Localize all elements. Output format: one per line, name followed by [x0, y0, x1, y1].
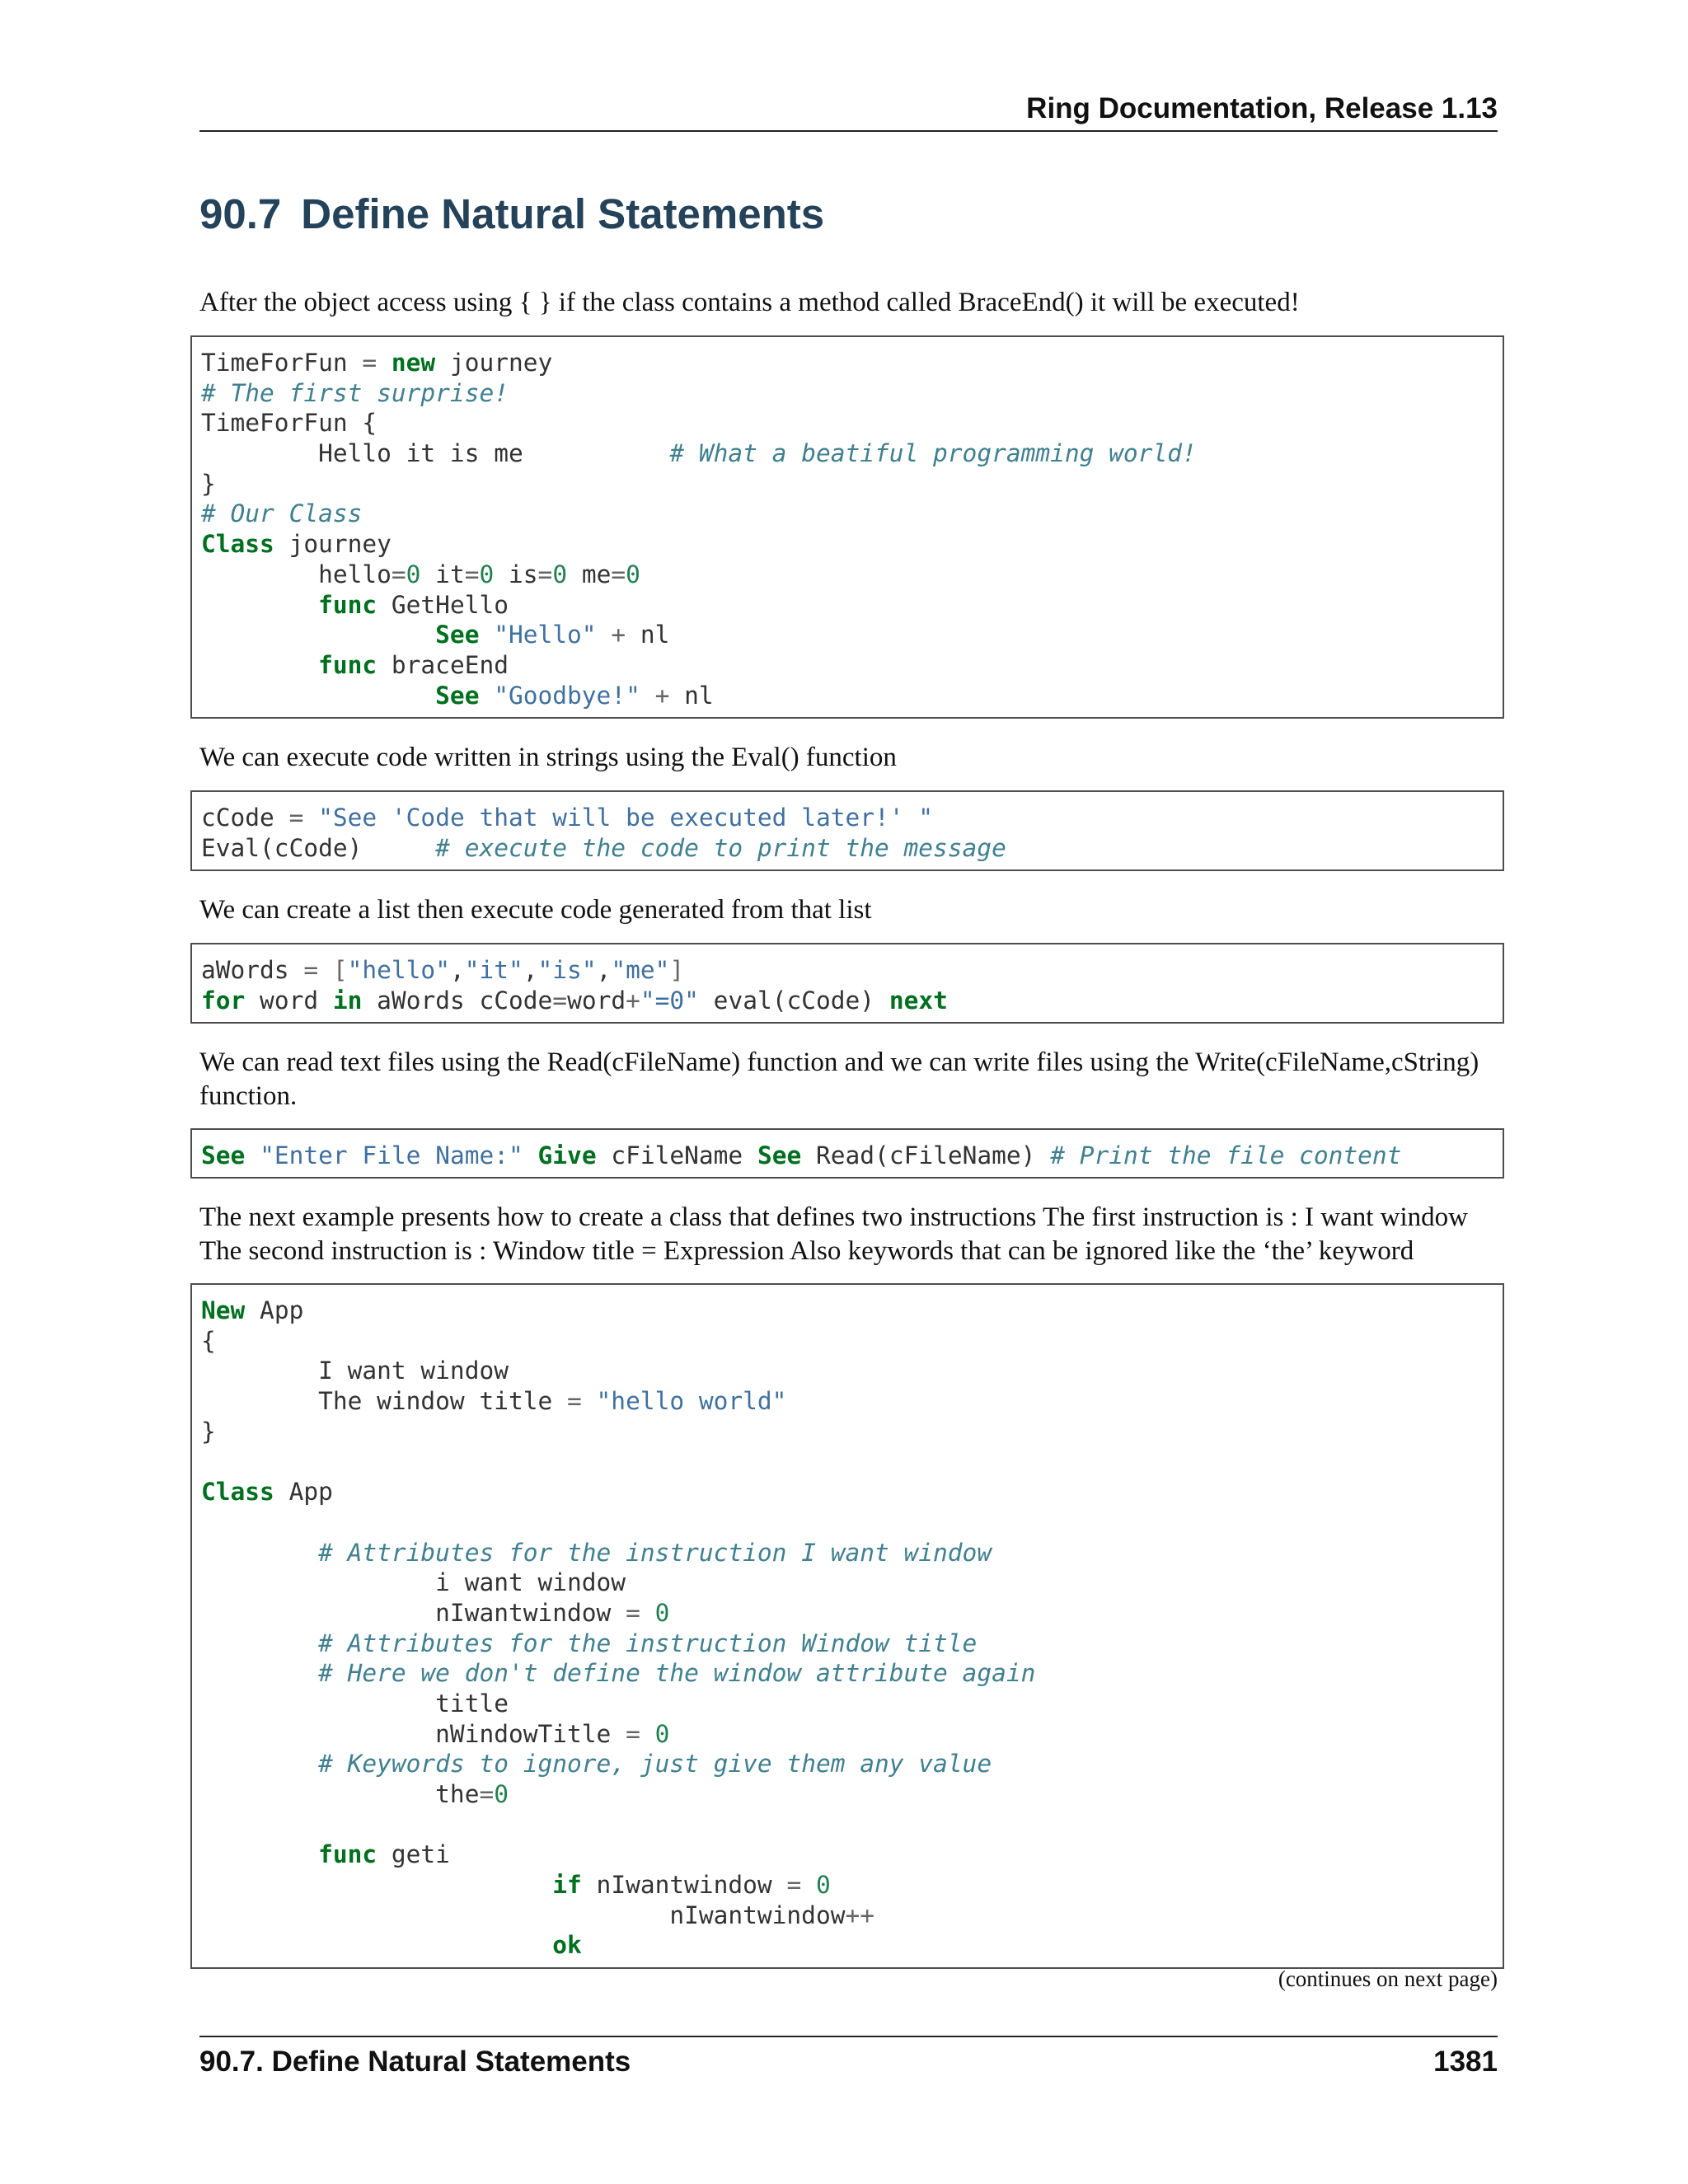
code-token: new [391, 349, 436, 377]
code-line [201, 833, 1503, 864]
paragraph-read-write: We can read text files using the Read(cFileName) function and we can write files using the Write(cFileName,cString) function. [199, 1047, 1479, 1111]
code-line [201, 1810, 1503, 1840]
code-token: aWords cCode [362, 986, 553, 1015]
code-line [201, 1141, 1503, 1171]
code-line [201, 1840, 1503, 1870]
code-line [201, 1507, 1503, 1538]
code-token: "Enter File Name:" [260, 1141, 523, 1169]
code-token: See [201, 1141, 246, 1169]
code-token: journey [435, 349, 553, 377]
code-block [190, 1283, 1504, 1969]
code-token: App [245, 1296, 304, 1324]
code-token: # Attributes for the instruction Window title [318, 1629, 978, 1657]
code-token: # Here we don't define the window attribute again [318, 1659, 1036, 1688]
code-token: 0 [626, 560, 640, 588]
code-token: = [611, 560, 626, 588]
code-token: App [274, 1478, 333, 1507]
code-token: 0 [552, 560, 568, 588]
code-token [640, 682, 655, 710]
code-token: nIwantwindow [201, 1598, 626, 1627]
code-token [597, 621, 612, 649]
code-token: nl [626, 621, 670, 649]
paragraph-natural-example: The next example presents how to create a class that defines two instructions The first instruction is : I want window The second instruction is : Window title = Expression Also keywords that can be ignored like the ‘the’ keyword [199, 1202, 1469, 1266]
code-token [245, 1141, 260, 1169]
code-token: nl [669, 681, 714, 710]
code-token: ok [552, 1931, 582, 1960]
code-token: = [464, 560, 480, 588]
code-token: # Keywords to ignore, just give them any value [318, 1750, 992, 1779]
code-line [201, 1417, 1503, 1447]
code-token: = [552, 986, 568, 1015]
code-line [201, 1689, 1503, 1719]
code-token: # Attributes for the instruction I want window [318, 1538, 992, 1567]
code-token [201, 1629, 318, 1657]
code-line [201, 803, 1503, 833]
code-token: nIwantwindow [201, 1900, 846, 1929]
code-token: # execute the code to print the message [435, 833, 1006, 862]
code-token: nIwantwindow [581, 1871, 787, 1900]
code-token: for [201, 986, 246, 1015]
code-token: = [567, 1387, 582, 1416]
code-token: TimeForFun { [201, 409, 377, 438]
code-token: me [567, 560, 612, 588]
code-line [201, 1719, 1503, 1750]
code-line [201, 1568, 1503, 1598]
code-token: Class [201, 1478, 274, 1507]
code-token [201, 651, 318, 679]
code-token [479, 621, 494, 649]
code-line [201, 469, 1503, 499]
code-token: aWords [201, 956, 304, 984]
code-token [201, 1659, 318, 1687]
code-token: New [201, 1296, 246, 1324]
code-token: # Print the file content [1050, 1141, 1402, 1169]
code-token: = [537, 560, 553, 588]
code-line [201, 499, 1503, 529]
code-token: GetHello [377, 590, 509, 619]
code-token: { [201, 1326, 216, 1355]
code-token: Hello it is me [201, 439, 670, 468]
code-token: = [391, 560, 406, 588]
code-token: func [318, 590, 377, 619]
code-token: 0 [494, 1780, 509, 1808]
code-token [201, 682, 435, 710]
code-block [190, 1128, 1504, 1179]
code-token [318, 956, 333, 984]
code-line [201, 1386, 1503, 1417]
paragraph-braceend: After the object access using { } if the class contains a method called BraceEnd() it will be executed! [199, 288, 1300, 317]
code-token: is [494, 560, 538, 588]
code-token: = [362, 349, 377, 377]
code-token: eval(cCode) [698, 986, 889, 1015]
code-line [201, 438, 1503, 469]
code-token: next [889, 986, 948, 1015]
code-line [201, 1296, 1503, 1326]
code-token: The window title [201, 1387, 568, 1416]
code-line [201, 955, 1503, 986]
code-token [201, 1840, 318, 1868]
code-line [201, 1446, 1503, 1477]
paragraph-list: We can create a list then execute code generated from that list [199, 895, 872, 925]
code-token: 0 [654, 1719, 670, 1748]
code-line [201, 1870, 1503, 1900]
footer-rule [199, 2036, 1498, 2037]
code-token: } [201, 1417, 216, 1446]
code-token: if [552, 1871, 582, 1900]
code-token: ++ [845, 1900, 874, 1929]
code-token [523, 1141, 538, 1169]
code-token: + [611, 621, 626, 649]
code-line [201, 1930, 1503, 1961]
code-token [201, 591, 318, 619]
code-token: [ [332, 956, 348, 984]
code-token: func [318, 1840, 377, 1869]
code-token: "it" [464, 956, 523, 984]
code-token: cFileName [596, 1141, 757, 1169]
code-token [201, 1931, 552, 1959]
code-token: word [245, 986, 333, 1015]
code-token: the [201, 1780, 480, 1808]
code-token: "See 'Code that will be executed later!' " [318, 804, 934, 832]
code-line [201, 1598, 1503, 1629]
code-token: = [479, 1780, 495, 1808]
code-token: = [303, 956, 319, 984]
code-block [190, 790, 1504, 871]
code-token [640, 1599, 655, 1627]
code-token: = [786, 1871, 802, 1900]
code-token: + [654, 681, 670, 710]
code-token: ] [669, 956, 685, 984]
code-token: nWindowTitle [201, 1719, 626, 1748]
code-token: Class [201, 530, 274, 559]
header-rule [199, 130, 1498, 132]
code-token: "=0" [640, 986, 699, 1015]
running-header: Ring Documentation, Release 1.13 [1026, 92, 1498, 124]
code-line [201, 620, 1503, 650]
section-heading [199, 190, 824, 238]
code-line [201, 1900, 1503, 1931]
code-token: Read(cFileName) [801, 1141, 1051, 1169]
code-line [201, 560, 1503, 590]
code-token: I want window [201, 1357, 509, 1385]
code-line [201, 1326, 1503, 1357]
code-token: "hello" [347, 956, 450, 984]
section-number: 90.7 [199, 190, 282, 237]
code-token: 0 [479, 560, 495, 588]
code-line [201, 1629, 1503, 1659]
code-token: i want window [201, 1568, 626, 1597]
code-token: + [626, 986, 640, 1015]
code-token: "is" [537, 956, 597, 984]
code-line [201, 348, 1503, 378]
code-token: "me" [611, 956, 670, 984]
code-token: "Hello" [494, 621, 597, 649]
code-line [201, 408, 1503, 438]
code-token: braceEnd [377, 650, 509, 679]
code-token: See [435, 621, 480, 649]
code-token: Give [537, 1141, 597, 1169]
code-token: cCode [201, 804, 289, 832]
code-token: 0 [406, 560, 421, 588]
code-token: func [318, 650, 377, 679]
code-token [377, 349, 392, 377]
code-token: } [201, 469, 216, 498]
code-token: it [420, 560, 465, 588]
code-token: geti [377, 1840, 450, 1869]
section-title-text: Define Natural Statements [301, 190, 825, 237]
continues-note: (continues on next page) [1278, 1966, 1498, 1991]
code-token: word [567, 986, 626, 1015]
code-token: , [596, 956, 612, 984]
code-line [201, 1477, 1503, 1507]
code-token [479, 682, 494, 710]
code-token: TimeForFun [201, 349, 363, 377]
code-token: = [626, 1598, 640, 1627]
code-token: 0 [654, 1598, 670, 1627]
code-token: "Goodbye!" [494, 681, 640, 710]
page-number: 1381 [1433, 2046, 1498, 2078]
code-token: = [626, 1719, 640, 1748]
code-line [201, 590, 1503, 621]
paragraph-eval: We can execute code written in strings using the Eval() function [199, 743, 897, 772]
code-line [201, 1658, 1503, 1689]
code-token: title [201, 1689, 509, 1718]
code-token [201, 621, 435, 649]
code-token: # Our Class [201, 499, 363, 528]
code-line [201, 650, 1503, 681]
code-line [201, 1356, 1503, 1386]
code-block [190, 335, 1504, 719]
code-token [801, 1871, 816, 1899]
code-line [201, 1779, 1503, 1810]
code-token: See [757, 1141, 802, 1169]
code-token [640, 1720, 655, 1748]
code-token: , [449, 956, 465, 984]
code-token [201, 1871, 552, 1899]
code-token: hello [201, 560, 392, 588]
code-line [201, 986, 1503, 1016]
code-token: , [523, 956, 538, 984]
code-token: 0 [815, 1871, 831, 1900]
code-token: "hello world" [596, 1387, 787, 1416]
code-token: in [332, 986, 363, 1015]
code-line [201, 1749, 1503, 1779]
code-token [201, 1750, 318, 1778]
code-line [201, 529, 1503, 560]
code-token [201, 1539, 318, 1567]
code-block [190, 943, 1504, 1024]
code-token [582, 1387, 597, 1415]
code-token: # The first surprise! [201, 378, 509, 407]
code-line [201, 1538, 1503, 1568]
code-token [303, 804, 318, 832]
code-line [201, 378, 1503, 409]
code-token: See [435, 681, 480, 710]
code-token: Eval(cCode) [201, 833, 436, 862]
code-token: # What a beatiful programming world! [669, 439, 1197, 468]
code-token: journey [274, 530, 392, 559]
code-line [201, 681, 1503, 711]
code-token: = [288, 804, 304, 832]
footer-section: 90.7. Define Natural Statements [199, 2046, 631, 2078]
